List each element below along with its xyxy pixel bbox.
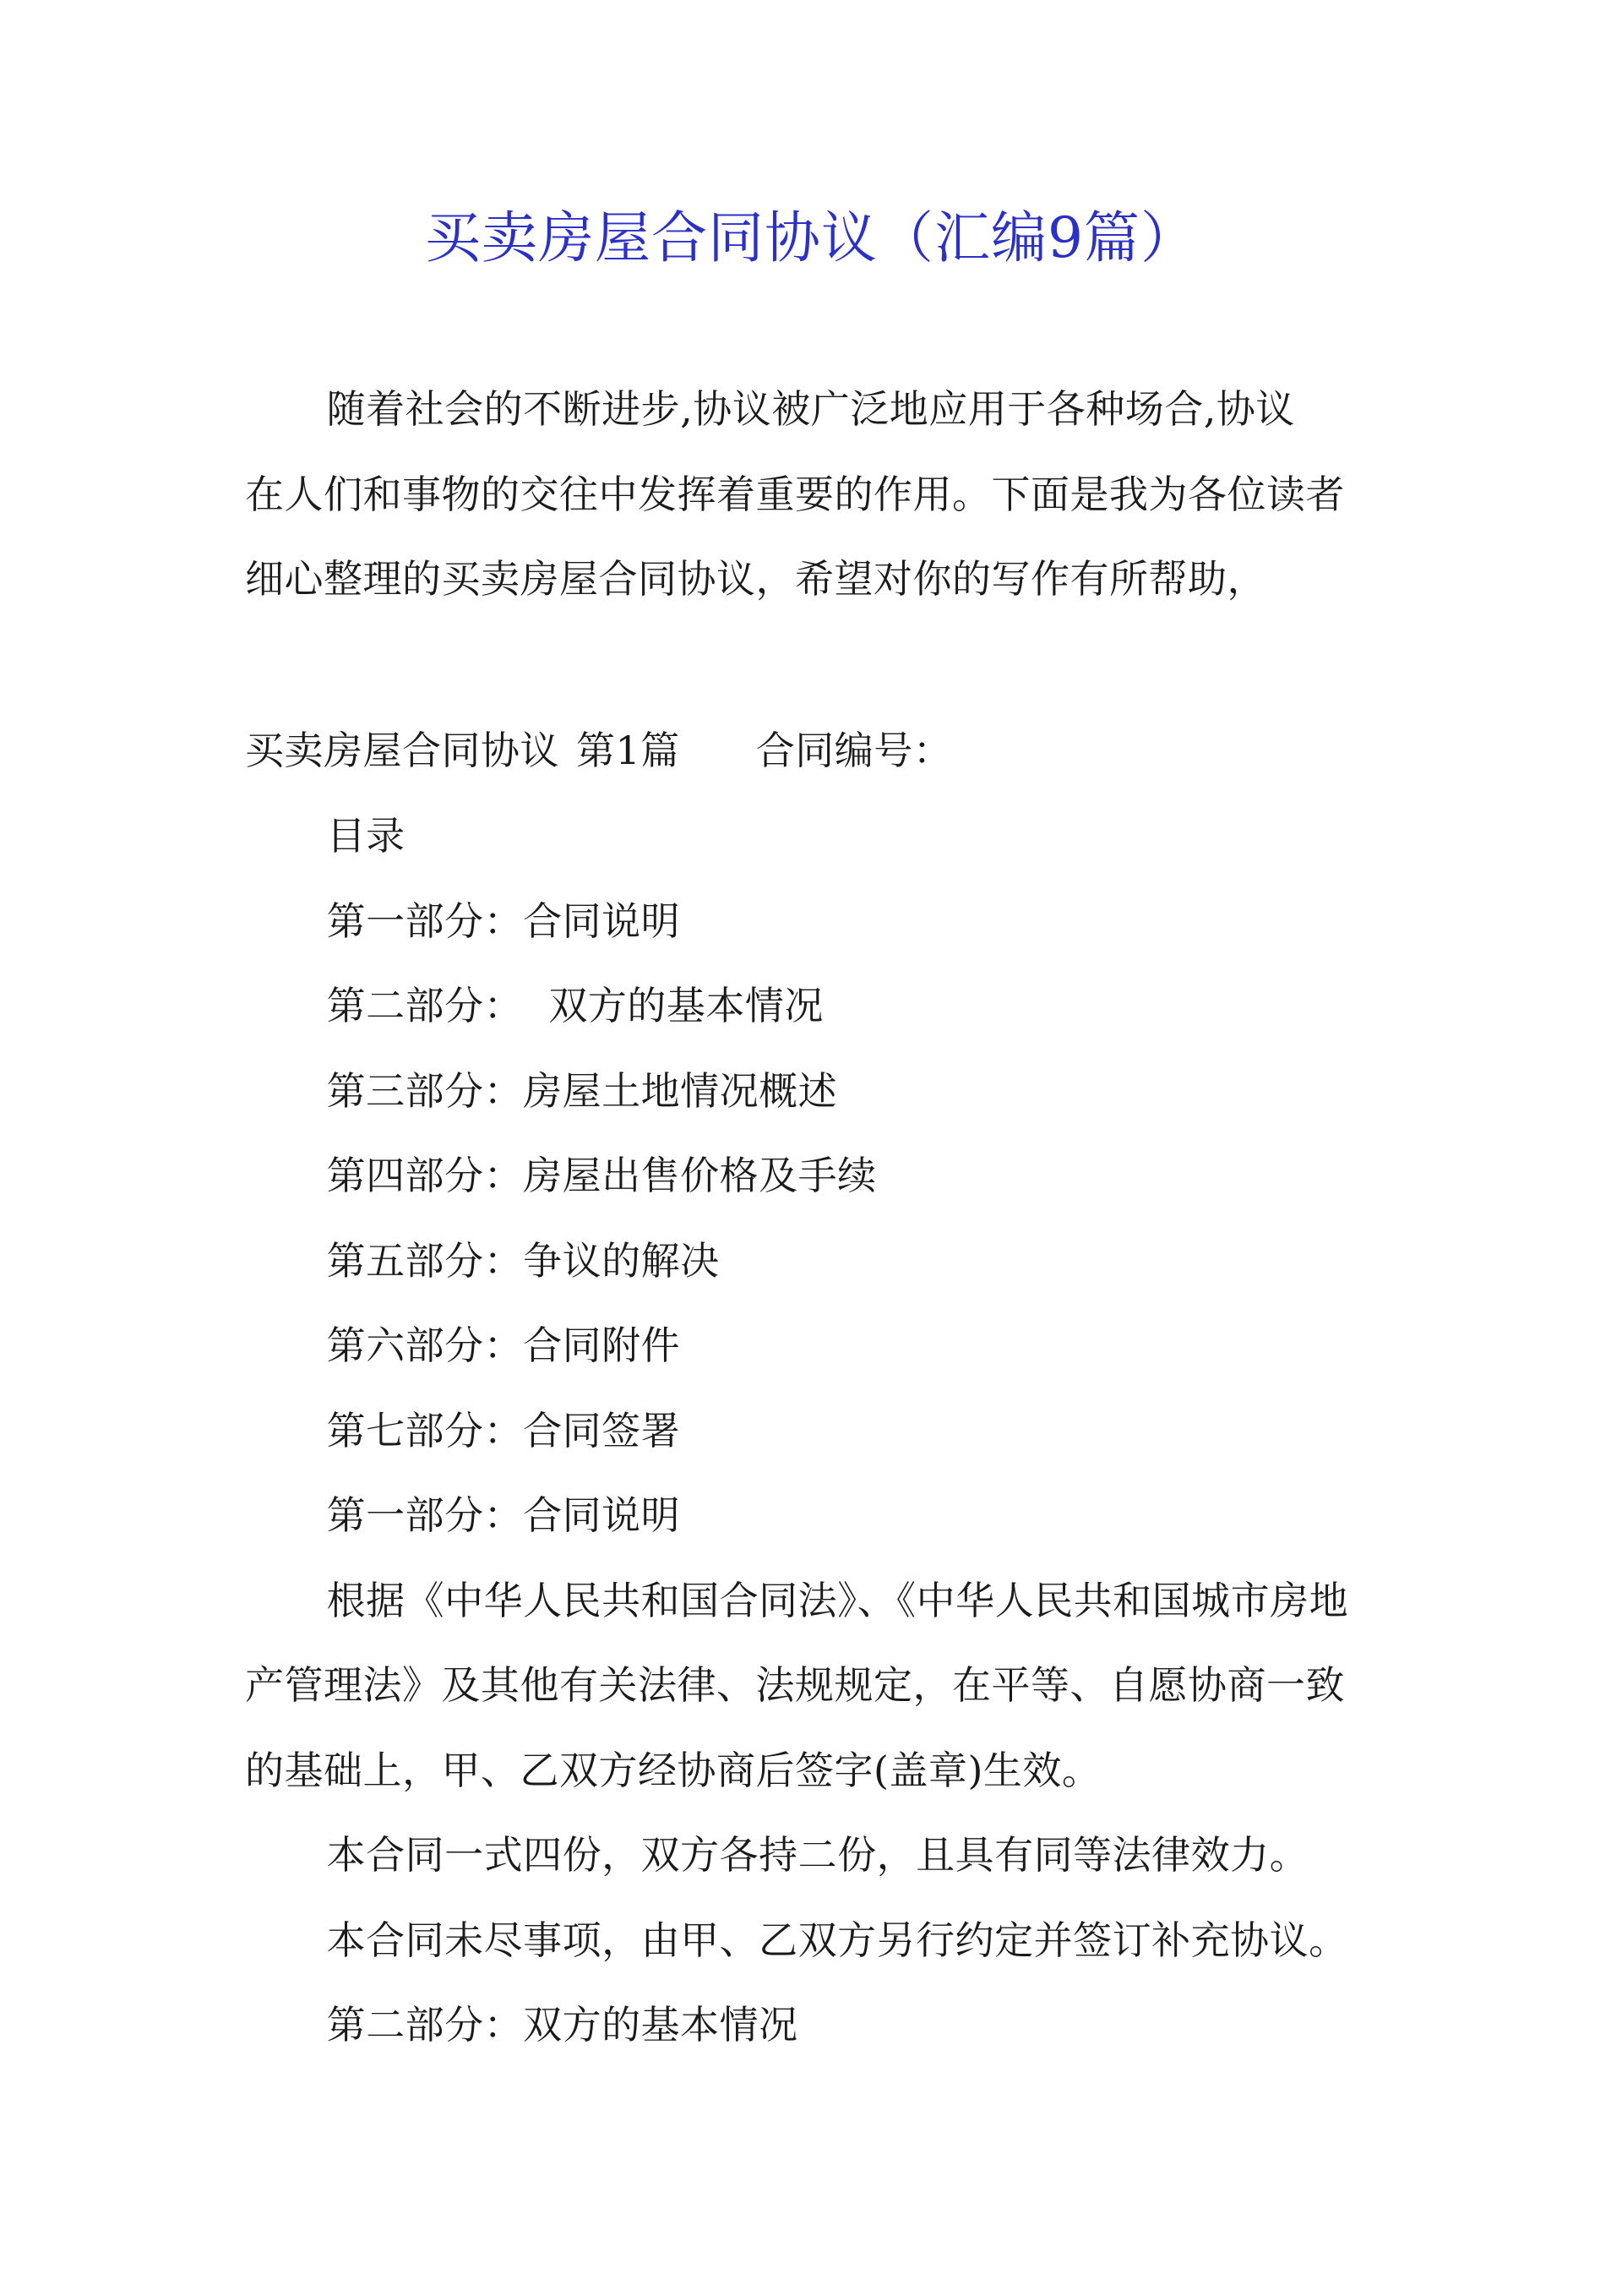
intro-line-3: 细心整理的买卖房屋合同协议，希望对你的写作有所帮助， — [245, 556, 1266, 602]
article-title: 买卖房屋合同协议 — [245, 728, 559, 773]
toc-item: 第一部分：合同说明 — [326, 897, 681, 944]
intro-line-1: 随着社会的不断进步,协议被广泛地应用于各种场合,协议 — [326, 386, 1295, 432]
contract-body — [245, 794, 1381, 2068]
intro-paragraph — [245, 367, 1381, 622]
article-number: 第1篇 — [576, 728, 680, 773]
toc-item: 第三部分：房屋土地情况概述 — [326, 1067, 838, 1114]
document-title: 买卖房屋合同协议（汇编9篇） — [425, 205, 1197, 270]
section1-para3: 本合同未尽事项，由甲、乙双方另行约定并签订补充协议。 — [326, 1917, 1348, 1963]
toc-label: 目录 — [326, 813, 406, 859]
toc-item: 第五部分：争议的解决 — [326, 1237, 720, 1284]
toc-item: 第六部分：合同附件 — [326, 1323, 681, 1368]
section1-para1-line1: 根据《中华人民共和国合同法》、《中华人民共和国城市房地 — [326, 1577, 1349, 1623]
section1-para1-line3: 的基础上，甲、乙双方经协商后签字(盖章)生效。 — [245, 1747, 1102, 1793]
section1-para1-line2: 产管理法》及其他有关法律、法规规定，在平等、自愿协商一致 — [245, 1662, 1345, 1708]
section1-para2: 本合同一式四份，双方各持二份，且具有同等法律效力。 — [326, 1832, 1309, 1878]
section-heading: 第一部分：合同说明 — [326, 1492, 681, 1538]
toc-item: 第七部分：合同签署 — [326, 1407, 681, 1453]
section-heading: 第二部分：双方的基本情况 — [326, 2002, 798, 2048]
toc-item: 第四部分：房屋出售价格及手续 — [326, 1153, 877, 1198]
intro-line-2: 在人们和事物的交往中发挥着重要的作用。下面是我为各位读者 — [245, 471, 1345, 517]
contract-number-label: 合同编号： — [755, 728, 953, 773]
toc-item: 第二部分： 双方的基本情况 — [326, 983, 824, 1028]
article-heading — [245, 708, 1381, 794]
